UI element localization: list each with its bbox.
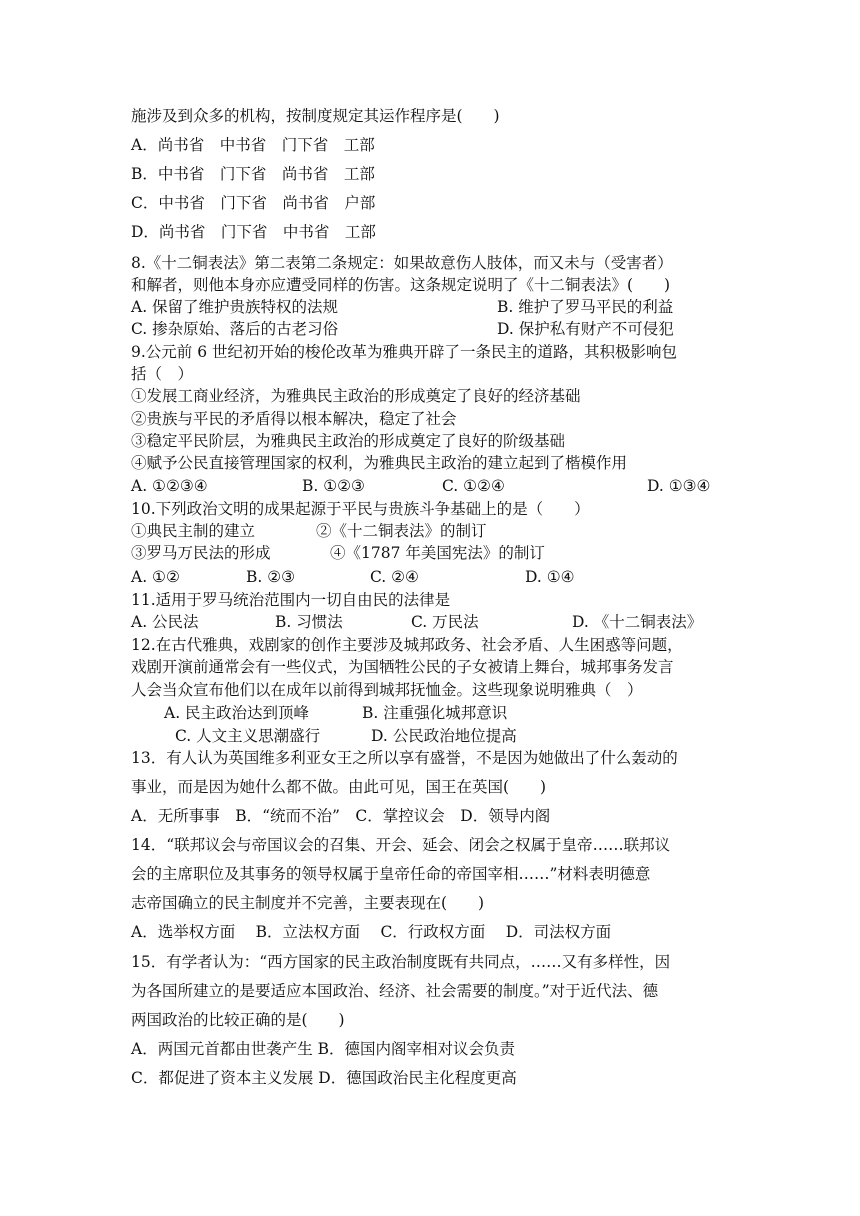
q14-stem-line1: 14．“联邦议会与帝国议会的召集、开会、延会、闭会之权属于皇帝……联邦议 xyxy=(131,836,671,854)
q9-item-3: ③稳定平民阶层，为雅典民主政治的形成奠定了良好的阶级基础 xyxy=(131,432,566,450)
q13-stem-line1: 13．有人认为英国维多利亚女王之所以享有盛誉，不是因为她做出了什么轰动的 xyxy=(131,749,678,767)
q13-options: A．无所事事 B．“统而不治” C．掌控议会 D．领导内阁 xyxy=(131,807,551,825)
q8-option-a: A. 保留了维护贵族特权的法规 xyxy=(131,298,339,316)
q11-option-c: C. 万民法 xyxy=(411,613,479,631)
q9-stem-line2: 括（ ） xyxy=(131,365,194,383)
q11-option-a: A. 公民法 xyxy=(131,613,199,631)
q15-stem-line1: 15．有学者认为：“西方国家的民主政治制度既有共同点，……又有多样性，因 xyxy=(131,953,671,971)
q14-stem-line3: 志帝国确立的民主制度并不完善，主要表现在( ) xyxy=(131,894,485,912)
q10-item-2: ②《十二铜表法》的制订 xyxy=(316,522,487,540)
q9-item-4: ④赋予公民直接管理国家的权利，为雅典民主政治的建立起到了楷模作用 xyxy=(131,454,628,472)
q8-option-c: C. 掺杂原始、落后的古老习俗 xyxy=(131,320,339,338)
q10-option-d: D. ①④ xyxy=(525,568,575,586)
q7-option-c: C．中书省 门下省 尚书省 户部 xyxy=(131,194,376,212)
q9-option-b: B. ①②③ xyxy=(302,477,365,495)
q15-options-line2: C．都促进了资本主义发展 D．德国政治民主化程度更高 xyxy=(131,1069,517,1087)
q9-stem-line1: 9.公元前 6 世纪初开始的梭伦改革为雅典开辟了一条民主的道路，其积极影响包 xyxy=(131,343,678,361)
q8-stem-line1: 8.《十二铜表法》第二表第二条规定：如果故意伤人肢体，而又未与（受害者） xyxy=(131,254,673,272)
q8-stem-line2: 和解者，则他本身亦应遭受同样的伤害。这条规定说明了《十二铜表法》( ) xyxy=(131,276,671,294)
q12-option-d: D. 公民政治地位提高 xyxy=(371,727,517,745)
q10-item-1: ①典民主制的建立 xyxy=(131,522,256,540)
q14-options: A．选举权方面 B．立法权方面 C．行政权方面 D．司法权方面 xyxy=(131,923,612,941)
q14-stem-line2: 会的主席职位及其事务的领导权属于皇帝任命的帝国宰相……”材料表明德意 xyxy=(131,865,651,883)
q7-option-b: B．中书省 门下省 尚书省 工部 xyxy=(131,165,375,183)
q11-option-b: B. 习惯法 xyxy=(275,613,343,631)
q9-option-c: C. ①②④ xyxy=(442,477,505,495)
q10-stem: 10.下列政治文明的成果起源于平民与贵族斗争基础上的是（ ） xyxy=(131,500,590,518)
q15-stem-line2: 为各国所建立的是要适应本国政治、经济、社会需要的制度。”对于近代法、德 xyxy=(131,982,659,1000)
q10-item-3: ③罗马万民法的形成 xyxy=(131,544,271,562)
q15-options-line1: A．两国元首都由世袭产生 B．德国内阁宰相对议会负责 xyxy=(131,1040,516,1058)
q9-item-2: ②贵族与平民的矛盾得以根本解决，稳定了社会 xyxy=(131,410,457,428)
q8-option-d: D. 保护私有财产不可侵犯 xyxy=(497,320,674,338)
q10-option-a: A. ①② xyxy=(131,568,180,586)
q11-option-d: D. 《十二铜表法》 xyxy=(572,613,703,631)
q12-option-b: B. 注重强化城邦意识 xyxy=(362,704,508,722)
q9-option-d: D. ①③④ xyxy=(647,477,711,495)
q8-option-b: B. 维护了罗马平民的利益 xyxy=(497,298,674,316)
q11-stem: 11.适用于罗马统治范围内一切自由民的法律是 xyxy=(131,591,451,609)
q7-option-a: A．尚书省 中书省 门下省 工部 xyxy=(131,136,375,154)
q12-stem-line2: 戏剧开演前通常会有一些仪式，为国牺牲公民的子女被请上舞台，城邦事务发言 xyxy=(131,658,674,676)
q7-option-d: D．尚书省 门下省 中书省 工部 xyxy=(131,223,376,241)
q12-option-c: C. 人文主义思潮盛行 xyxy=(175,727,321,745)
q10-item-4: ④《1787 年美国宪法》的制订 xyxy=(330,544,545,562)
q13-stem-line2: 事业，而是因为她什么都不做。由此可见，国王在英国( ) xyxy=(131,778,547,796)
q15-stem-line3: 两国政治的比较正确的是( ) xyxy=(131,1011,345,1029)
q9-item-1: ①发展工商业经济，为雅典民主政治的形成奠定了良好的经济基础 xyxy=(131,387,581,405)
q7-stem: 施涉及到众多的机构，按制度规定其运作程序是( ) xyxy=(131,107,500,125)
q12-stem-line3: 人会当众宣布他们以在成年以前得到城邦抚恤金。这些现象说明雅典（ ） xyxy=(131,681,643,699)
q10-option-b: B. ②③ xyxy=(246,568,296,586)
q12-option-a: A. 民主政治达到顶峰 xyxy=(164,704,310,722)
q9-option-a: A. ①②③④ xyxy=(131,477,208,495)
q10-option-c: C. ②④ xyxy=(370,568,419,586)
q12-stem-line1: 12.在古代雅典，戏剧家的创作主要涉及城邦政务、社会矛盾、人生困惑等问题， xyxy=(131,636,683,654)
